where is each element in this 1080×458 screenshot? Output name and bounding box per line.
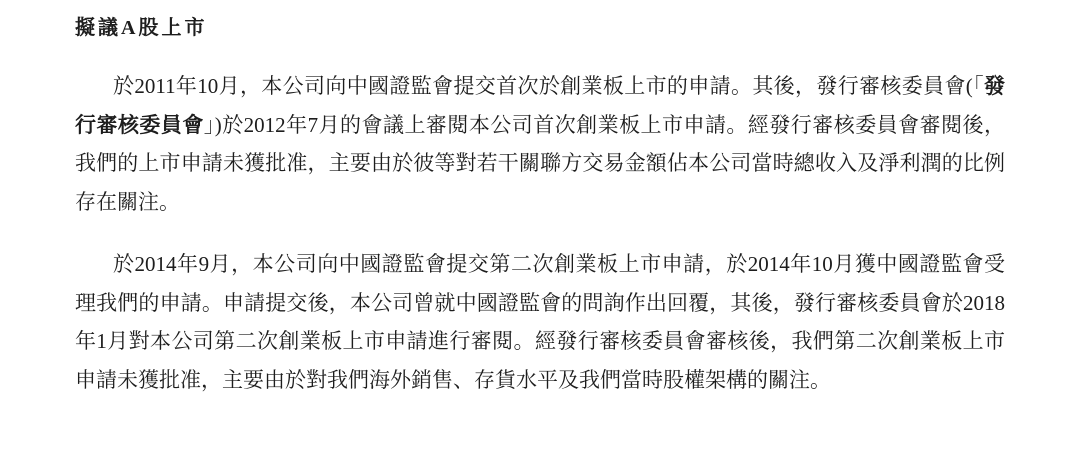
paragraph-second-gem-application [75, 245, 1005, 399]
paragraph-text-segment: 於2014年9月，本公司向中國證監會提交第二次創業板上市申請，於2014年10月獲中國證監會受理我們的申請。申請提交後，本公司曾就中國證監會的問詢作出回覆，其後，發行審核委員會於2018年1月對本公司第二次創業板上市申請進行審閱。經發行審核委員會審核後，我們第二次創業板上市申請未獲批准，主要由於對我們海外銷售、存貨水平及我們當時股權架構的關注。 [75, 252, 1005, 392]
paragraph-text-segment: 於2011年10月，本公司向中國證監會提交首次於創業板上市的申請。其後，發行審核委員會(「 [113, 74, 984, 98]
defined-term-issuance-review-committee: 發行審核委員會 [75, 74, 1005, 137]
section-heading: 擬議A股上市 [75, 17, 208, 39]
paragraph-text-segment: 」)於2012年7月的會議上審閱本公司首次創業板上市申請。經發行審核委員會審閱後，我們的上市申請未獲批准，主要由於彼等對若干關聯方交易金額佔本公司當時總收入及淨利潤的比例存在關注。 [75, 112, 1005, 214]
paragraph-first-gem-application [75, 67, 1005, 221]
